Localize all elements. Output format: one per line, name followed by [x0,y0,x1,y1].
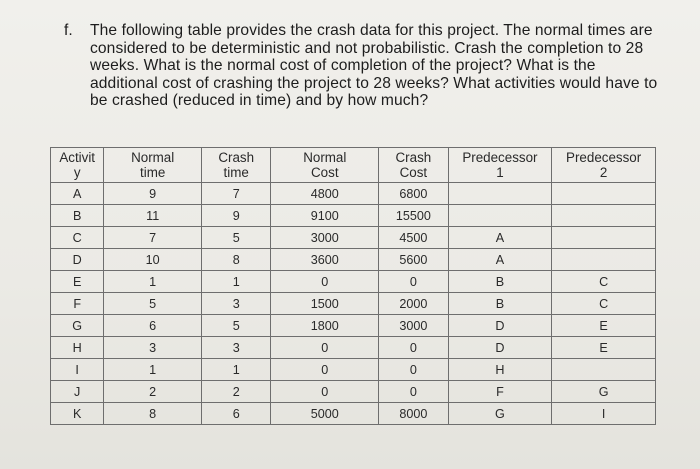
question-block [64,22,664,110]
header-crash-time: Crash time [201,148,270,183]
crash-data-table [50,147,656,425]
cell-predecessor-1: B [448,271,552,293]
cell-activity: E [51,271,104,293]
cell-predecessor-1: A [448,249,552,271]
cell-normal-time: 6 [104,315,202,337]
cell-predecessor-1: B [448,293,552,315]
cell-activity: C [51,227,104,249]
cell-normal-time: 3 [104,337,202,359]
cell-crash-cost: 15500 [379,205,448,227]
cell-crash-time: 3 [201,337,270,359]
cell-predecessor-1: H [448,359,552,381]
cell-normal-time: 2 [104,381,202,403]
cell-crash-cost: 6800 [379,183,448,205]
cell-crash-time: 9 [201,205,270,227]
table-row [51,359,656,381]
cell-crash-cost: 0 [379,359,448,381]
table-row [51,381,656,403]
cell-normal-time: 10 [104,249,202,271]
table-body [51,183,656,425]
cell-normal-time: 7 [104,227,202,249]
cell-predecessor-2: C [552,293,656,315]
cell-crash-cost: 8000 [379,403,448,425]
cell-predecessor-2: E [552,315,656,337]
cell-normal-cost: 5000 [271,403,379,425]
cell-crash-time: 8 [201,249,270,271]
cell-crash-time: 3 [201,293,270,315]
cell-normal-cost: 1500 [271,293,379,315]
cell-predecessor-1: G [448,403,552,425]
cell-normal-cost: 0 [271,271,379,293]
cell-normal-cost: 0 [271,359,379,381]
header-crash-cost: Crash Cost [379,148,448,183]
cell-crash-cost: 0 [379,337,448,359]
header-normal-time: Normal time [104,148,202,183]
table-row [51,403,656,425]
cell-crash-time: 7 [201,183,270,205]
cell-predecessor-1: A [448,227,552,249]
cell-crash-cost: 3000 [379,315,448,337]
cell-crash-cost: 5600 [379,249,448,271]
cell-crash-time: 1 [201,271,270,293]
cell-activity: H [51,337,104,359]
cell-normal-time: 9 [104,183,202,205]
cell-activity: K [51,403,104,425]
cell-predecessor-2: E [552,337,656,359]
cell-predecessor-2 [552,359,656,381]
cell-predecessor-1: D [448,315,552,337]
cell-normal-time: 8 [104,403,202,425]
header-predecessor-1: Predecessor 1 [448,148,552,183]
table-header-row [51,148,656,183]
cell-normal-cost: 4800 [271,183,379,205]
table-row [51,271,656,293]
cell-crash-time: 1 [201,359,270,381]
table-row [51,183,656,205]
cell-normal-cost: 3600 [271,249,379,271]
cell-activity: B [51,205,104,227]
cell-crash-time: 2 [201,381,270,403]
table-row [51,205,656,227]
table-row [51,337,656,359]
table-row [51,315,656,337]
table-row [51,227,656,249]
cell-predecessor-2: I [552,403,656,425]
cell-crash-cost: 0 [379,381,448,403]
cell-normal-time: 1 [104,271,202,293]
table-row [51,293,656,315]
header-normal-cost: Normal Cost [271,148,379,183]
cell-crash-time: 5 [201,315,270,337]
cell-predecessor-2: G [552,381,656,403]
header-predecessor-2: Predecessor 2 [552,148,656,183]
cell-normal-time: 5 [104,293,202,315]
cell-predecessor-2 [552,183,656,205]
cell-crash-cost: 0 [379,271,448,293]
table-row [51,249,656,271]
cell-normal-time: 11 [104,205,202,227]
cell-crash-cost: 4500 [379,227,448,249]
cell-predecessor-1: F [448,381,552,403]
cell-activity: G [51,315,104,337]
cell-normal-cost: 3000 [271,227,379,249]
cell-predecessor-1 [448,205,552,227]
cell-predecessor-2 [552,205,656,227]
cell-crash-time: 5 [201,227,270,249]
cell-predecessor-2 [552,227,656,249]
cell-activity: A [51,183,104,205]
cell-predecessor-1 [448,183,552,205]
cell-crash-cost: 2000 [379,293,448,315]
cell-normal-cost: 9100 [271,205,379,227]
cell-activity: J [51,381,104,403]
cell-normal-cost: 0 [271,337,379,359]
cell-predecessor-2: C [552,271,656,293]
header-activity: Activit y [51,148,104,183]
cell-normal-time: 1 [104,359,202,381]
cell-predecessor-1: D [448,337,552,359]
question-number: f. [64,22,73,39]
cell-activity: I [51,359,104,381]
cell-predecessor-2 [552,249,656,271]
cell-normal-cost: 1800 [271,315,379,337]
question-text: The following table provides the crash data for this project. The normal times are considered to be deterministic and not probabilistic. Crash the completion to 28 weeks. What is the normal cost of completion of the project? What is the additional cost of crashing the project to 28 weeks? What activities would have to be crashed (reduced in time) and by how much? [90,22,658,110]
cell-activity: F [51,293,104,315]
cell-activity: D [51,249,104,271]
cell-normal-cost: 0 [271,381,379,403]
cell-crash-time: 6 [201,403,270,425]
